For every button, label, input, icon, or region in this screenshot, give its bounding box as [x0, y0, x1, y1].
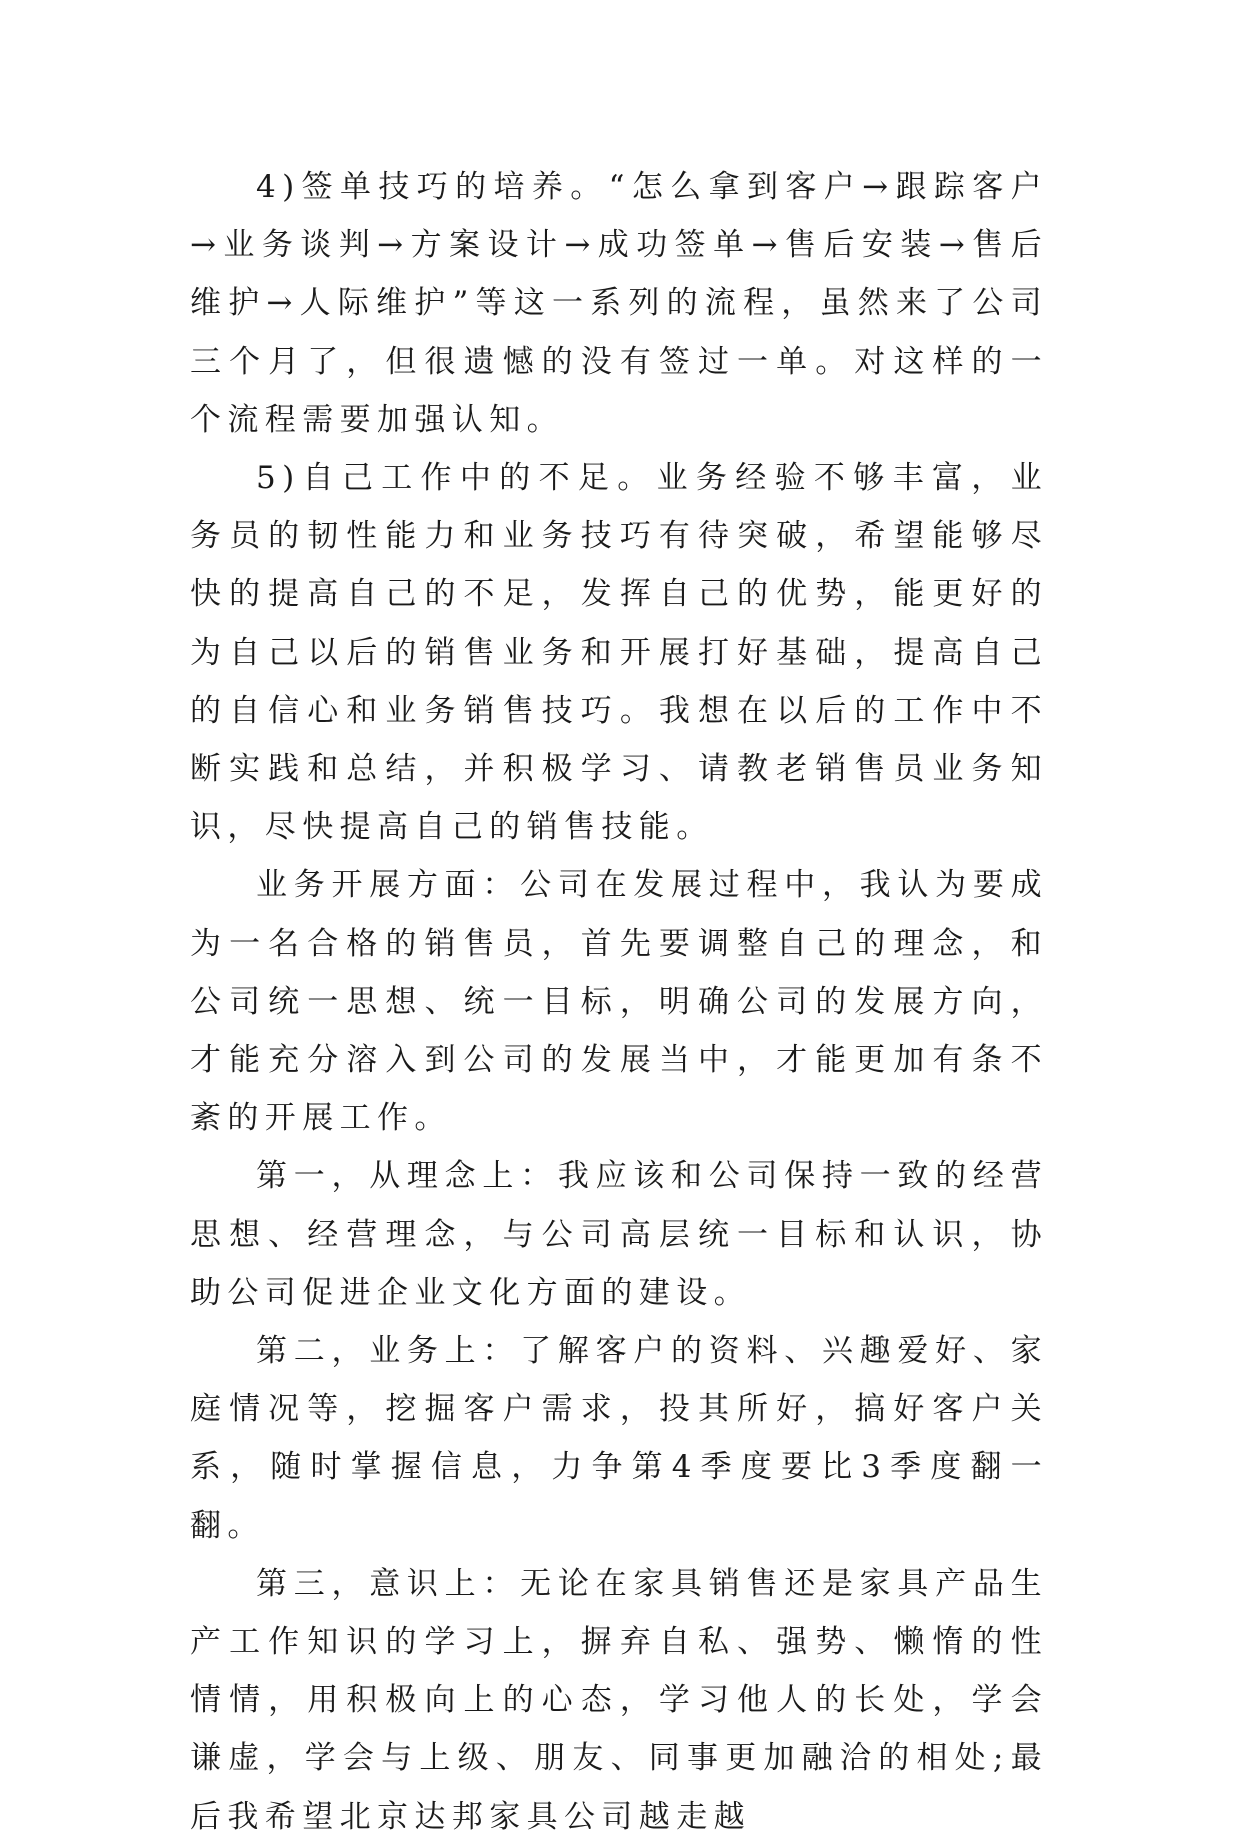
- paragraph-first-philosophy: 第一，从理念上：我应该和公司保持一致的经营思想、经营理念，与公司高层统一目标和认识，协助公司促进企业文化方面的建设。: [190, 1158, 1048, 1311]
- paragraph-third-awareness: 第三，意识上：无论在家具销售还是家具产品生产工作知识的学习上，摒弃自私、强势、懒惰的性情情，用积极向上的心态，学习他人的长处，学会谦虚，学会与上级、朋友、同事更加融洽的相处;最后我希望北京达邦家具公司越走越: [190, 1565, 1048, 1835]
- paragraph-business-development: 业务开展方面：公司在发展过程中，我认为要成为一名合格的销售员，首先要调整自己的理念，和公司统一思想、统一目标，明确公司的发展方向，才能充分溶入到公司的发展当中，才能更加有条不紊的开展工作。: [190, 867, 1048, 1137]
- paragraph-shortcomings: 5)自己工作中的不足。业务经验不够丰富，业务员的韧性能力和业务技巧有待突破，希望能够尽快的提高自己的不足，发挥自己的优势，能更好的为自己以后的销售业务和开展打好基础，提高自己的自信心和业务销售技巧。我想在以后的工作中不断实践和总结，并积极学习、请教老销售员业务知识，尽快提高自己的销售技能。: [190, 460, 1048, 846]
- paragraph-second-business: 第二，业务上：了解客户的资料、兴趣爱好、家庭情况等，挖掘客户需求，投其所好，搞好客户关系，随时掌握信息，力争第4季度要比3季度翻一翻。: [190, 1333, 1048, 1544]
- document-body: [190, 158, 1048, 1846]
- paragraph-signing-skills: 4)签单技巧的培养。“怎么拿到客户→跟踪客户→业务谈判→方案设计→成功签单→售后安装→售后维护→人际维护”等这一系列的流程，虽然来了公司三个月了，但很遗憾的没有签过一单。对这样的一个流程需要加强认知。: [190, 169, 1048, 438]
